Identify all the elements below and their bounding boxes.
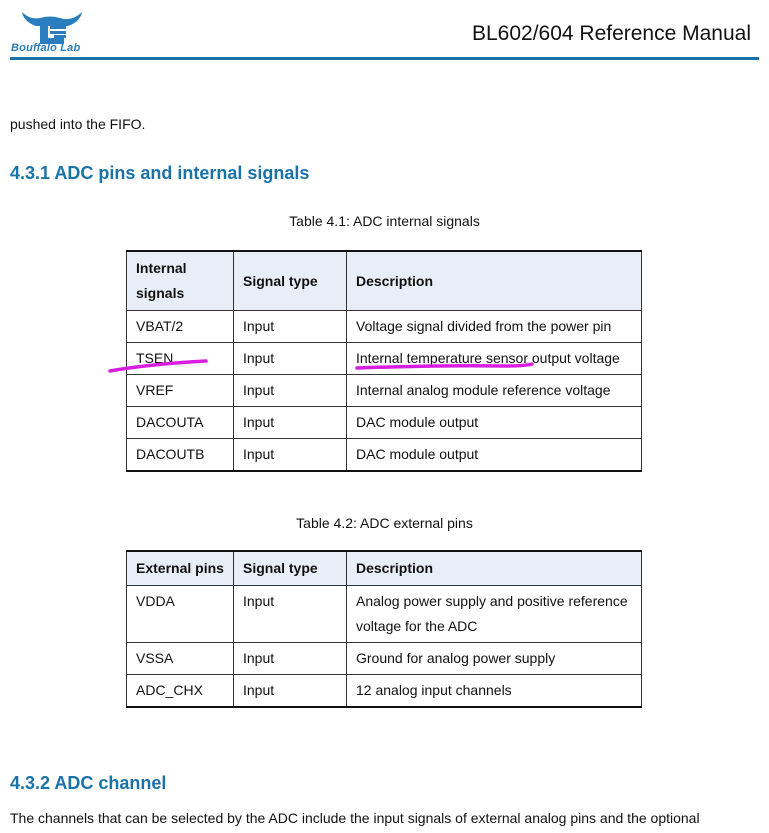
section-heading-4-3-1: 4.3.1 ADC pins and internal signals bbox=[10, 163, 310, 183]
cell-pin: VDDA bbox=[127, 586, 234, 643]
table-header-row bbox=[127, 551, 642, 586]
cell-type: Input bbox=[234, 439, 347, 472]
cell-description: Internal temperature sensor output voltage bbox=[347, 343, 642, 375]
table-row bbox=[127, 675, 642, 708]
column-header: Description bbox=[347, 551, 642, 586]
section-heading-4-3-2: 4.3.2 ADC channel bbox=[10, 773, 167, 793]
table-adc-external-pins bbox=[126, 550, 642, 708]
cell-type: Input bbox=[234, 675, 347, 708]
cell-description: DAC module output bbox=[347, 439, 642, 472]
table-4-2-caption: Table 4.2: ADC external pins bbox=[296, 515, 473, 531]
page-header bbox=[0, 0, 769, 62]
column-header: Description bbox=[347, 251, 642, 311]
table-4-1-caption: Table 4.1: ADC internal signals bbox=[289, 213, 480, 229]
table-header-row bbox=[127, 251, 642, 311]
table-row bbox=[127, 375, 642, 407]
cell-signal: VREF bbox=[127, 375, 234, 407]
cell-description: Voltage signal divided from the power pin bbox=[347, 311, 642, 343]
cell-description: Analog power supply and positive reference voltage for the ADC bbox=[347, 586, 642, 643]
cell-description: 12 analog input channels bbox=[347, 675, 642, 708]
column-header: External pins bbox=[127, 551, 234, 586]
intro-text: pushed into the FIFO. bbox=[10, 116, 146, 132]
manual-title: BL602/604 Reference Manual bbox=[471, 22, 751, 45]
table-row bbox=[127, 343, 642, 375]
logo-text: Bouffalo Lab bbox=[11, 42, 81, 54]
table-row bbox=[127, 643, 642, 675]
cell-pin: ADC_CHX bbox=[127, 675, 234, 708]
cell-signal: TSEN bbox=[127, 343, 234, 375]
cell-pin: VSSA bbox=[127, 643, 234, 675]
column-header: Internal signals bbox=[127, 251, 234, 311]
cell-signal: VBAT/2 bbox=[127, 311, 234, 343]
cell-type: Input bbox=[234, 343, 347, 375]
cell-type: Input bbox=[234, 586, 347, 643]
cell-type: Input bbox=[234, 643, 347, 675]
column-header: Signal type bbox=[234, 251, 347, 311]
table-row bbox=[127, 586, 642, 643]
table-row bbox=[127, 439, 642, 472]
section-4-3-2-body: The channels that can be selected by the ADC include the input signals of external analog pins and the optional bbox=[10, 810, 700, 826]
cell-description: Internal analog module reference voltage bbox=[347, 375, 642, 407]
table-adc-internal-signals bbox=[126, 250, 642, 472]
table-row bbox=[127, 407, 642, 439]
cell-description: DAC module output bbox=[347, 407, 642, 439]
cell-type: Input bbox=[234, 375, 347, 407]
column-header: Signal type bbox=[234, 551, 347, 586]
cell-description: Ground for analog power supply bbox=[347, 643, 642, 675]
cell-signal: DACOUTB bbox=[127, 439, 234, 472]
cell-signal: DACOUTA bbox=[127, 407, 234, 439]
table-row bbox=[127, 311, 642, 343]
header-rule bbox=[10, 57, 759, 60]
cell-type: Input bbox=[234, 311, 347, 343]
cell-type: Input bbox=[234, 407, 347, 439]
